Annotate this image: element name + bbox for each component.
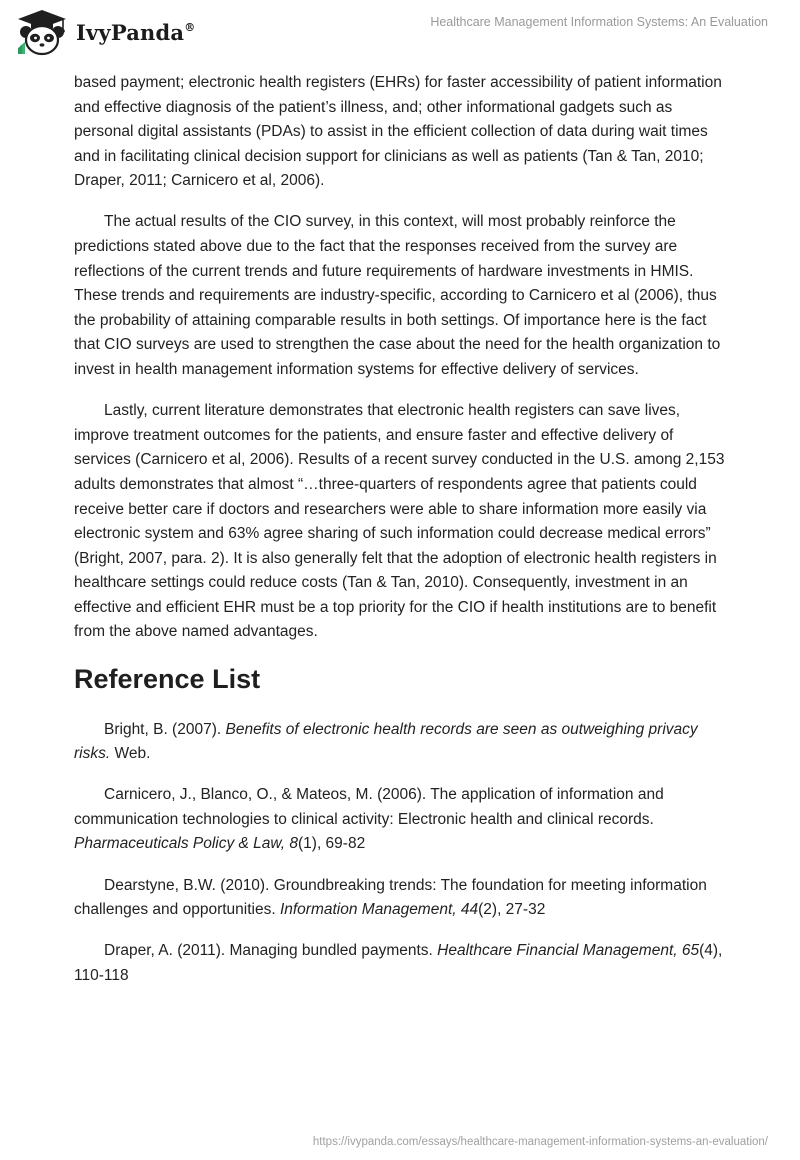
reference-item — [74, 718, 734, 767]
document-title: Healthcare Management Information Systems: An Evaluation — [430, 15, 768, 29]
reference-title: Benefits of electronic health records are seen as outweighing privacy risks. — [74, 720, 698, 763]
reference-source: Web. — [110, 745, 151, 763]
body-paragraph-1: based payment; electronic health registers (EHRs) for faster accessibility of patient information and effective diagnosis of the patient’s illness, and; other informational gadgets such as personal digital assistants (PDAs) to assist in the efficient collection of data during wait times and in facilitating clinical decision support for clinicians as well as patients (Tan & Tan, 2010; Draper, 2011; Carnicero et al, 2006). — [74, 74, 722, 190]
reference-item — [74, 939, 734, 988]
reference-journal: Pharmaceuticals Policy & Law, 8 — [74, 835, 298, 853]
registered-mark: ® — [184, 20, 196, 34]
reference-text: Dearstyne, B.W. (2010). Groundbreaking trends: The foundation for meeting information challenges and opportunities. — [74, 876, 707, 919]
reference-issue-pages: (2), 27-32 — [478, 901, 546, 919]
body-paragraph-2: The actual results of the CIO survey, in this context, will most probably reinforce the predictions stated above due to the fact that the responses received from the survey are reflections of the current trends and future requirements of hardware investments in HMIS. These trends and requirements are industry-specific, according to Carnicero et al (2006), thus the probability of attaining comparable results in both settings. Of importance here is the fact that CIO surveys are used to strengthen the case about the need for the health organization to invest in health management information systems for effective delivery of services. — [74, 213, 721, 379]
reference-journal: Healthcare Financial Management, 65 — [437, 942, 700, 960]
document-body — [74, 71, 734, 1005]
source-url-link[interactable]: https://ivypanda.com/essays/healthcare-management-information-systems-an-evaluation/ — [312, 1136, 768, 1148]
reference-text: Carnicero, J., Blanco, O., & Mateos, M. (2006). The application of information and communication technologies to clinical activity: Electronic health and clinical records. — [74, 786, 664, 828]
brand-name-text: IvyPanda — [76, 19, 185, 45]
reference-list-heading: Reference List — [74, 663, 261, 694]
reference-item — [74, 783, 734, 857]
panda-graduate-icon — [14, 8, 70, 56]
reference-issue-pages: (4), 110-118 — [74, 942, 723, 984]
body-paragraph-3: Lastly, current literature demonstrates that electronic health registers can save lives, improve treatment outcomes for the patients, and ensure faster and effective delivery of services (Carnicero et al, 2006). Results of a recent survey conducted in the U.S. among 2,153 adults demonstrates that almost “…three-quarters of respondents agree that patients could receive better care if doctors and researchers were able to share information more easily via electronic system and 63% agree sharing of such information could decrease medical errors” (Bright, 2007, para. 2). It is also generally felt that the adoption of electronic health registers in healthcare settings could reduce costs (Tan & Tan, 2010). Consequently, investment in an effective and efficient EHR must be a top priority for the CIO if health institutions are to benefit from the above named advantages. — [74, 402, 725, 641]
reference-item — [74, 874, 734, 923]
reference-text: Bright, B. (2007). — [104, 720, 226, 738]
reference-text: Draper, A. (2011). Managing bundled payments. — [104, 942, 438, 960]
reference-journal: Information Management, 44 — [279, 901, 479, 919]
brand-logo[interactable] — [14, 8, 195, 56]
reference-issue-pages: (1), 69-82 — [298, 835, 366, 853]
brand-name — [76, 20, 195, 45]
